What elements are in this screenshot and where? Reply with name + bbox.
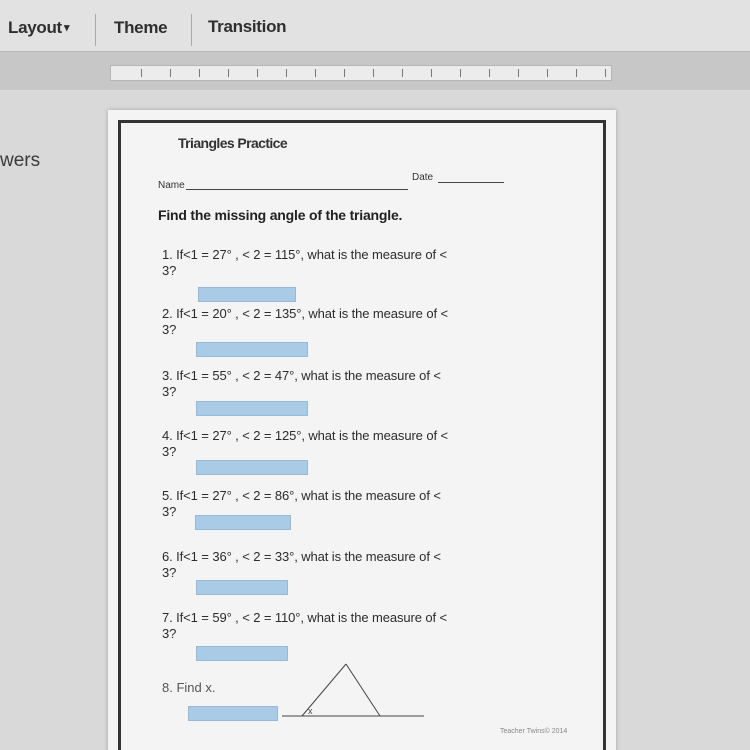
question-text: 4. If<1 = 27° , < 2 = 125°, what is the measure of < — [162, 428, 448, 443]
question-text: 6. If<1 = 36° , < 2 = 33°, what is the measure of < — [162, 549, 441, 564]
question-1 — [162, 247, 447, 278]
answer-box-7[interactable] — [196, 646, 288, 661]
answer-box-2[interactable] — [196, 342, 308, 357]
ruler-tick — [576, 69, 577, 77]
answer-box-1[interactable] — [198, 287, 296, 302]
question-continuation: 3? — [162, 263, 177, 278]
question-continuation: 3? — [162, 322, 177, 337]
ruler-tick — [489, 69, 490, 77]
question-2 — [162, 306, 448, 337]
ruler-area — [0, 52, 750, 90]
ruler-tick — [518, 69, 519, 77]
ruler-tick — [373, 69, 374, 77]
question-6 — [162, 549, 441, 580]
question-continuation: 3? — [162, 626, 177, 641]
ribbon-toolbar — [0, 0, 750, 52]
ruler-tick — [141, 69, 142, 77]
ruler-tick — [344, 69, 345, 77]
question-3 — [162, 368, 441, 399]
ruler-tick — [315, 69, 316, 77]
name-line[interactable] — [186, 189, 408, 190]
toolbar-divider — [95, 14, 96, 46]
question-continuation: 3? — [162, 384, 177, 399]
ruler-tick — [431, 69, 432, 77]
date-line[interactable] — [438, 182, 504, 183]
layout-menu[interactable] — [8, 18, 69, 38]
horizontal-ruler[interactable] — [110, 65, 612, 81]
question-7 — [162, 610, 447, 641]
ruler-tick — [199, 69, 200, 77]
layout-menu-label: Layout — [8, 18, 62, 37]
theme-button[interactable]: Theme — [114, 18, 168, 37]
instructions: Find the missing angle of the triangle. — [158, 207, 403, 223]
ruler-tick — [460, 69, 461, 77]
question-text: 3. If<1 = 55° , < 2 = 47°, what is the measure of < — [162, 368, 441, 383]
answer-box-4[interactable] — [196, 460, 308, 475]
question-8: 8. Find x. — [162, 680, 216, 695]
answer-box-5[interactable] — [195, 515, 291, 530]
worksheet-title: Triangles Practice — [178, 135, 288, 151]
triangle-diagram — [280, 660, 430, 722]
triangle-right-side — [346, 664, 380, 716]
ruler-tick — [257, 69, 258, 77]
side-panel-label: wers — [0, 150, 41, 171]
ruler-tick — [547, 69, 548, 77]
name-label: Name — [158, 180, 185, 191]
answer-box-3[interactable] — [196, 401, 308, 416]
question-continuation: 3? — [162, 565, 177, 580]
copyright-credit: Teacher Twins© 2014 — [500, 728, 568, 735]
date-label: Date — [412, 172, 434, 183]
ruler-tick — [170, 69, 171, 77]
ruler-tick — [605, 69, 606, 77]
question-text: 1. If<1 = 27° , < 2 = 115°, what is the measure of < — [162, 247, 447, 262]
question-continuation: 3? — [162, 444, 177, 459]
toolbar-divider — [191, 14, 192, 46]
question-text: 5. If<1 = 27° , < 2 = 86°, what is the measure of < — [162, 488, 441, 503]
transition-button[interactable]: Transition — [208, 17, 287, 36]
chevron-down-icon: ▾ — [63, 22, 70, 34]
answer-box-6[interactable] — [196, 580, 288, 595]
question-text: 2. If<1 = 20° , < 2 = 135°, what is the measure of < — [162, 306, 448, 321]
angle-x-label: x — [308, 706, 313, 716]
answer-box-8[interactable] — [188, 706, 278, 721]
ruler-tick — [228, 69, 229, 77]
ruler-tick — [402, 69, 403, 77]
question-continuation: 3? — [162, 504, 177, 519]
question-4 — [162, 428, 448, 459]
ruler-tick — [286, 69, 287, 77]
question-text: 7. If<1 = 59° , < 2 = 110°, what is the measure of < — [162, 610, 447, 625]
